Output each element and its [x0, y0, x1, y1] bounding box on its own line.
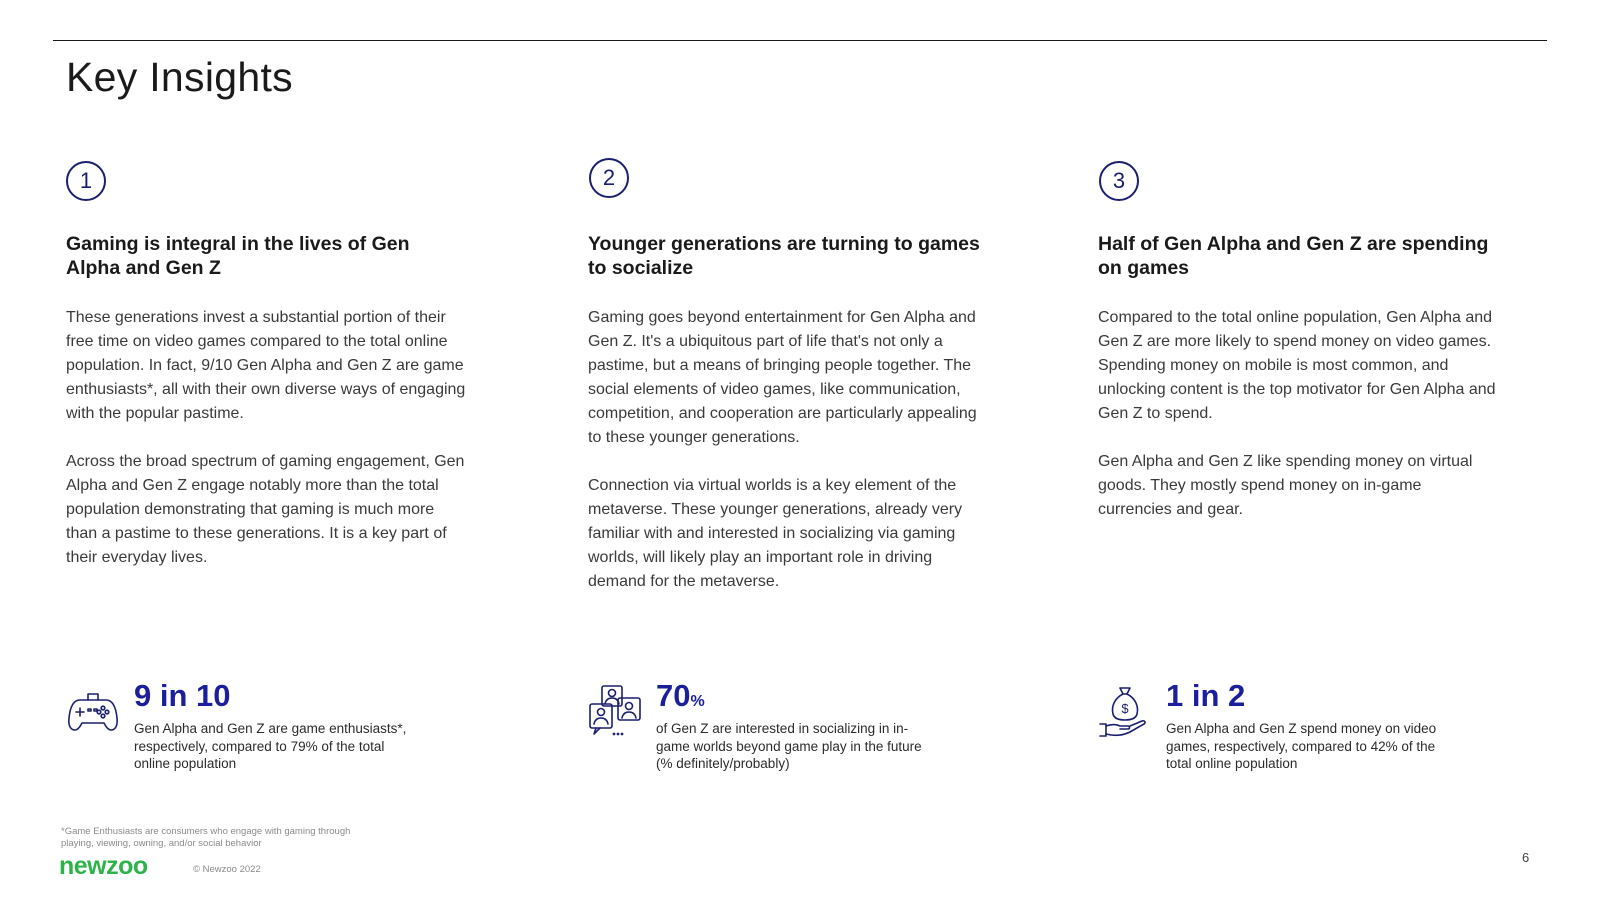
page-title: Key Insights: [66, 54, 293, 100]
stat-description: Gen Alpha and Gen Z are game enthusiasts*, respectively, compared to 79% of the total online population: [134, 721, 407, 771]
stat-value: 1 in 2: [1166, 678, 1246, 713]
stat-value: 9 in 10: [134, 678, 231, 713]
insight-paragraph: Gaming goes beyond entertainment for Gen Alpha and Gen Z. It's a ubiquitous part of life that's not only a pastime, but a means of bringing people together. The social elements of video games, like communication, competition, and cooperation are particularly appealing to these younger generations.: [588, 309, 977, 446]
stat-block: [588, 678, 1008, 794]
number-badge: 3: [1099, 161, 1139, 201]
stat-block: [66, 678, 486, 794]
insight-body: [588, 306, 988, 618]
newzoo-logo: newzoo: [59, 852, 148, 880]
insight-heading: Half of Gen Alpha and Gen Z are spending on games: [1098, 233, 1489, 279]
insight-paragraph: These generations invest a substantial portion of their free time on video games compared to the total online population. In fact, 9/10 Gen Alpha and Gen Z are game enthusiasts*, all with their own diverse ways of engaging with the popular pastime.: [66, 309, 466, 422]
page-number: 6: [1522, 850, 1530, 865]
number-badge: 1: [66, 161, 106, 201]
insight-paragraph: Gen Alpha and Gen Z like spending money on virtual goods. They mostly spend money on in-game currencies and gear.: [1098, 453, 1473, 518]
top-divider: [53, 40, 1547, 41]
svg-text:$: $: [1121, 701, 1129, 716]
insight-paragraph: Across the broad spectrum of gaming engagement, Gen Alpha and Gen Z engage notably more than the total population demonstrating that gaming is much more than a pastime to these generations. It is a key part of their everyday lives.: [66, 453, 465, 566]
stat-value-number: 70: [656, 678, 691, 713]
stat-value-suffix: %: [690, 693, 705, 710]
insight-heading: Younger generations are turning to games to socialize: [588, 233, 980, 279]
stat-description: Gen Alpha and Gen Z spend money on video games, respectively, compared to 42% of the total online population: [1166, 721, 1437, 771]
money-bag-hand-icon: [1098, 684, 1152, 738]
insight-paragraph: Connection via virtual worlds is a key element of the metaverse. These younger generations, already very familiar with and interested in socializing via gaming worlds, will likely play an important role in driving demand for the metaverse.: [588, 477, 963, 590]
insight-body: [1098, 306, 1498, 546]
insight-body: [66, 306, 466, 594]
insight-heading: Gaming is integral in the lives of Gen Alpha and Gen Z: [66, 233, 410, 279]
people-chat-icon: [588, 684, 642, 738]
footnote: *Game Enthusiasts are consumers who engage with gaming through playing, viewing, owning, and/or social behavior: [61, 826, 351, 849]
stat-description: of Gen Z are interested in socializing in in-game worlds beyond game play in the future (% definitely/probably): [656, 721, 922, 771]
stat-block: [1098, 678, 1518, 794]
number-badge: 2: [589, 158, 629, 198]
insight-paragraph: Compared to the total online population, Gen Alpha and Gen Z are more likely to spend money on video games. Spending money on mobile is most common, and unlocking content is the top motivator for Gen Alpha and Gen Z to spend.: [1098, 309, 1496, 422]
stat-value: [656, 678, 705, 720]
copyright: © Newzoo 2022: [193, 864, 261, 875]
game-controller-icon: [66, 684, 120, 738]
